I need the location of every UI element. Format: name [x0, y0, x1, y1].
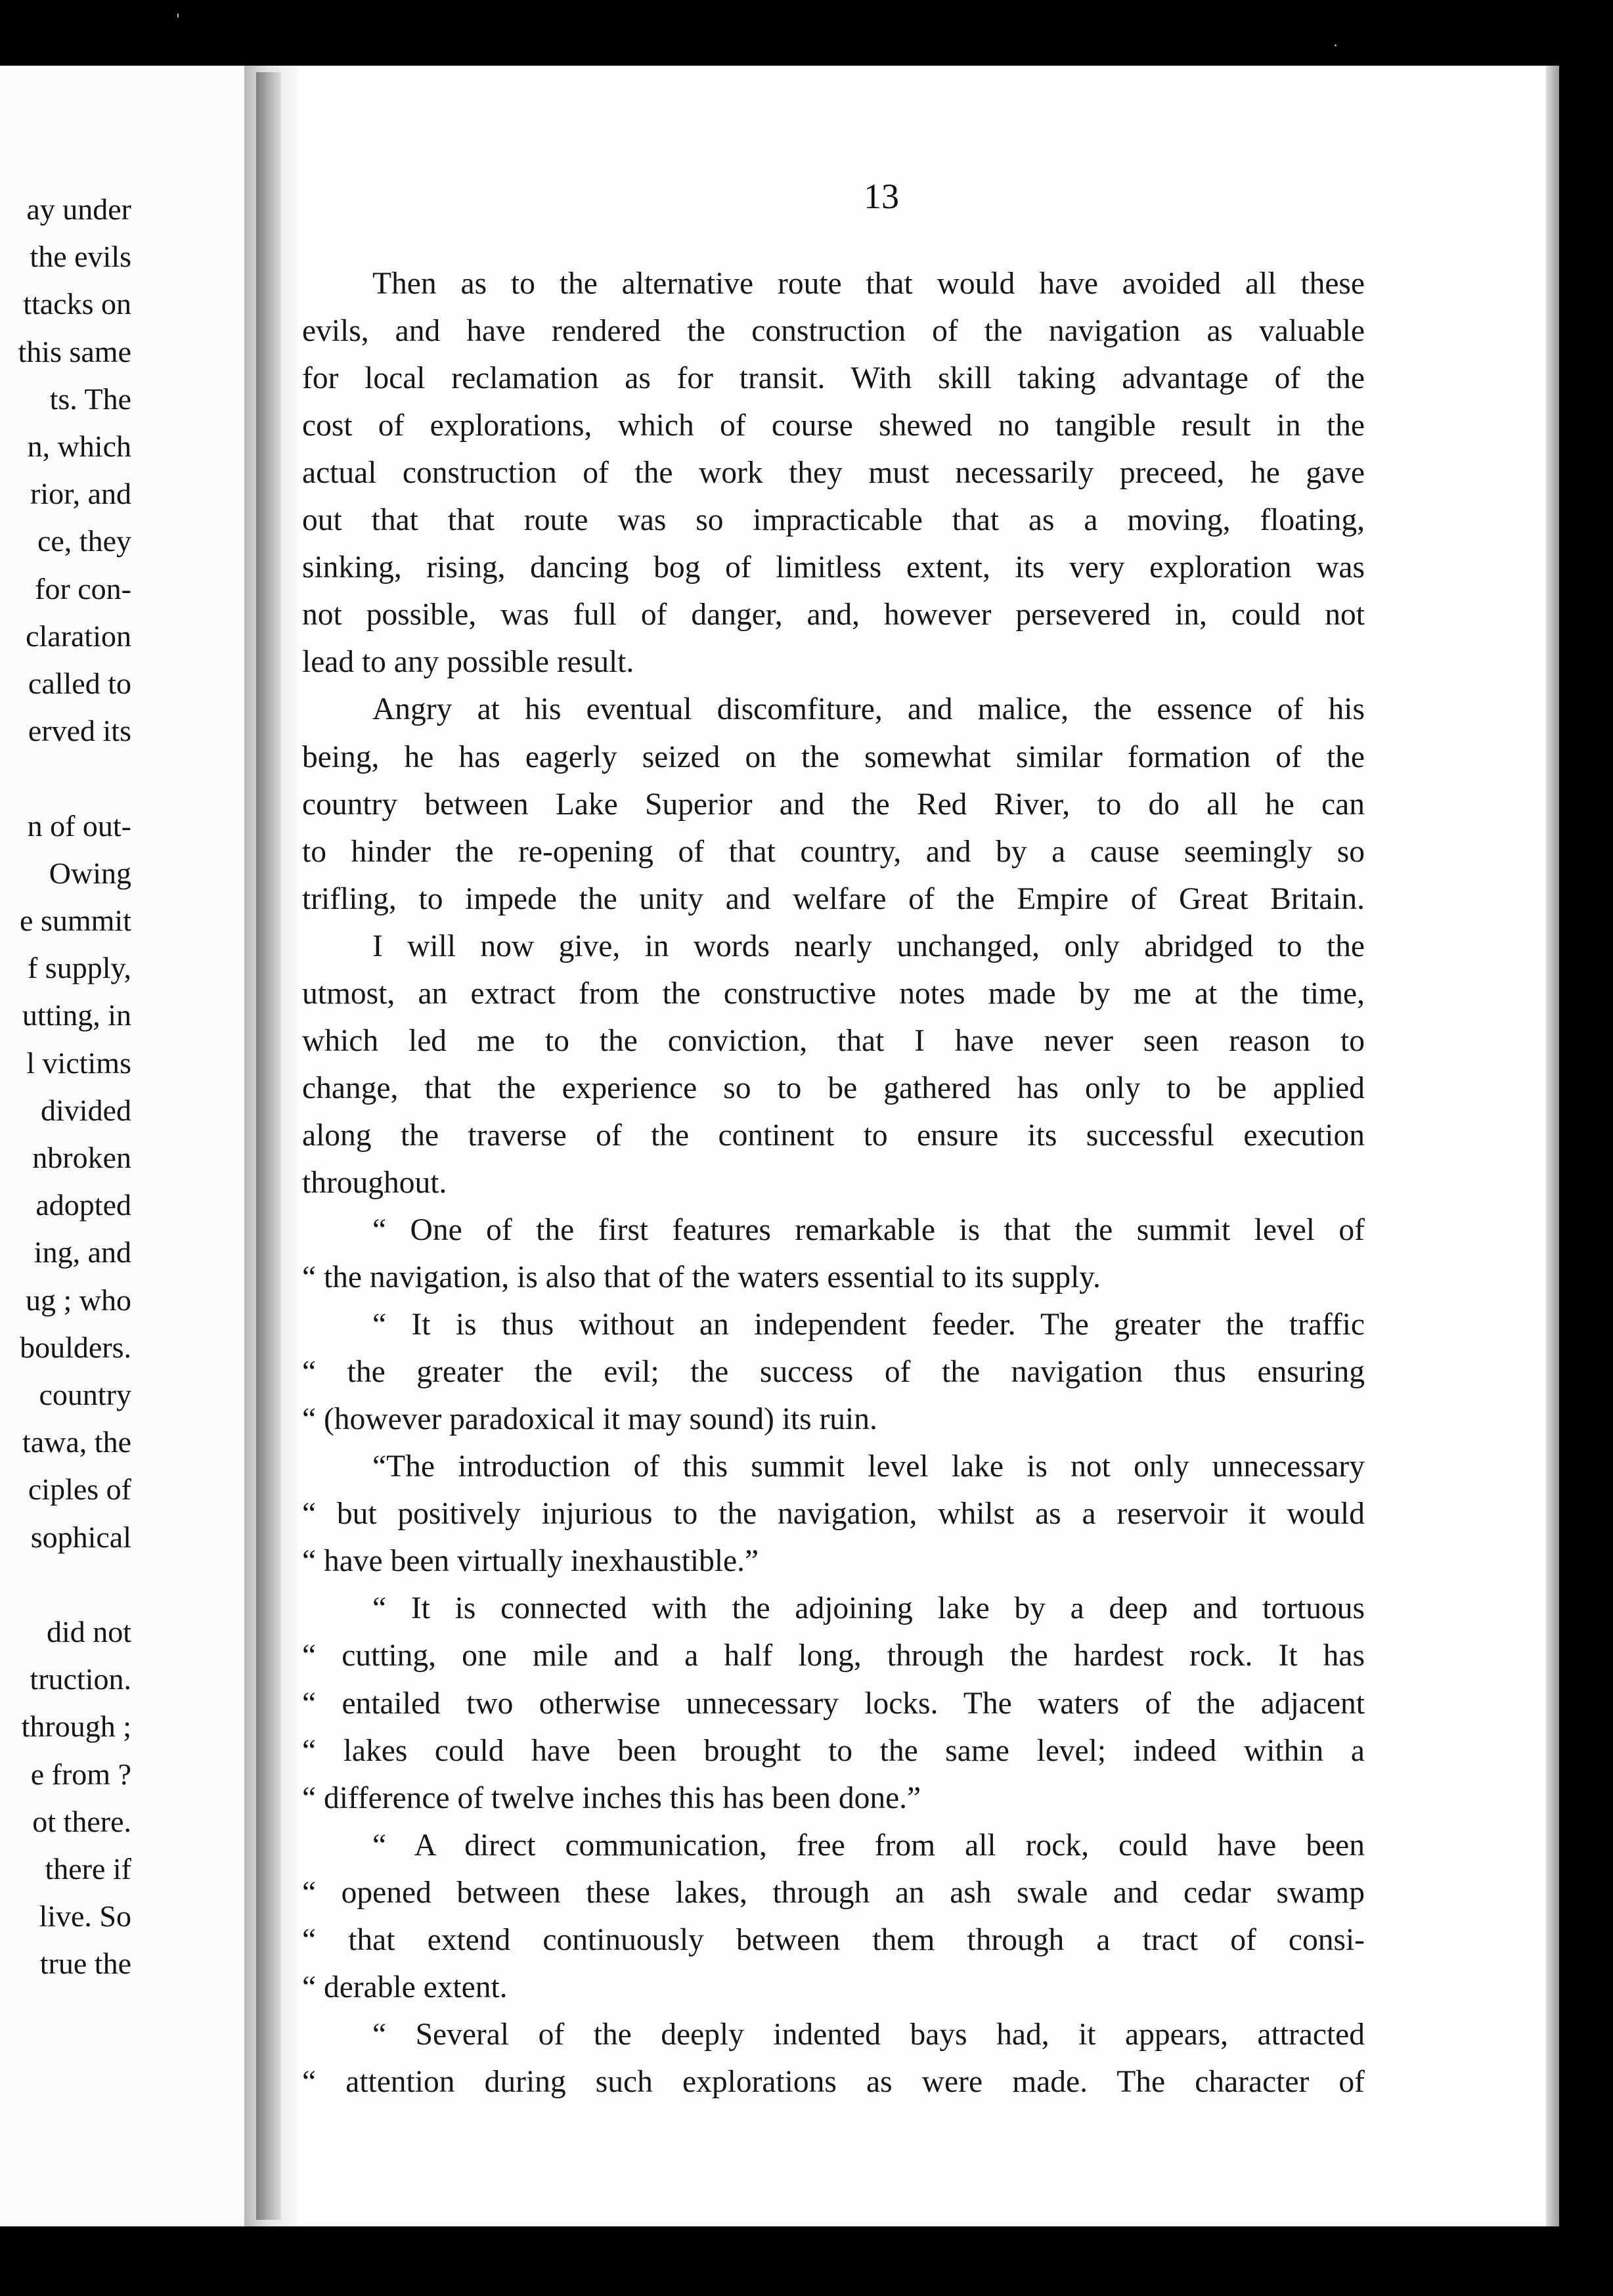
text-line: being, he has eagerly seized on the somewhat similar formation of the [302, 740, 1365, 774]
text-line: lead to any possible result. [302, 645, 634, 680]
left-page-line: adopted [35, 1188, 131, 1222]
left-page-line: boulders. [20, 1330, 131, 1364]
left-page-line: did not [46, 1615, 131, 1648]
left-page-line: ing, and [33, 1235, 131, 1269]
left-page-line: ciples of [28, 1472, 131, 1507]
text-line: not possible, was full of danger, and, however persevered in, could not [302, 598, 1365, 632]
text-line: out that that route was so impracticable that as a moving, floating, [302, 503, 1365, 538]
left-page-line: ts. The [49, 382, 131, 416]
text-line: “ have been virtually inexhaustible.” [302, 1544, 759, 1579]
text-line: “ difference of twelve inches this has been done.” [302, 1780, 921, 1815]
text-line: sinking, rising, dancing bog of limitless extent, its very exploration was [302, 550, 1365, 585]
text-line: actual construction of the work they must necessarily preceed, he gave [302, 456, 1365, 491]
left-page-line: n, which [27, 430, 131, 463]
scan-speck: · [1333, 38, 1338, 55]
left-page-line: ce, they [37, 524, 131, 558]
left-page-line: nbroken [32, 1141, 131, 1174]
text-line: “ Several of the deeply indented bays had, it appears, attracted [372, 2017, 1365, 2052]
text-line: “ One of the first features remarkable is that the summit level of [372, 1213, 1365, 1247]
left-page-line: called to [28, 667, 131, 700]
text-line: to hinder the re-opening of that country, and by a cause seemingly so [302, 834, 1365, 869]
left-page-line: e summit [20, 904, 131, 937]
left-page-line: sophical [30, 1520, 131, 1554]
text-line: I will now give, in words nearly unchanged, only abridged to the [372, 929, 1365, 963]
left-page-line: live. So [39, 1899, 131, 1933]
text-line: utmost, an extract from the constructive notes made by me at the time, [302, 976, 1365, 1011]
text-line: “ the greater the evil; the success of the navigation thus ensuring [302, 1355, 1365, 1390]
page-edge [1546, 66, 1559, 2226]
left-page-line: true the [39, 1947, 131, 1981]
left-page-line: f supply, [27, 951, 131, 985]
left-page-line: n of out- [27, 808, 131, 843]
text-line: “ lakes could have been brought to the same level; indeed within a [302, 1733, 1365, 1768]
page-number: 13 [864, 177, 899, 216]
spine-shadow [256, 72, 281, 2220]
left-page-line: utting, in [22, 998, 131, 1032]
text-line: “ A direct communication, free from all rock, could have been [372, 1828, 1365, 1863]
text-line: “ It is thus without an independent feeder. The greater the traffic [372, 1308, 1365, 1342]
text-line: for local reclamation as for transit. With skill taking advantage of the [302, 361, 1365, 396]
left-page-line: Owing [49, 856, 131, 890]
left-page [0, 66, 244, 2226]
left-page-line: divided [41, 1093, 131, 1127]
text-line: country between Lake Superior and the Red River, to do all he can [302, 787, 1365, 822]
text-line: “ (however paradoxical it may sound) its ruin. [302, 1402, 877, 1437]
left-page-line: ttacks on [23, 287, 131, 321]
text-line: “ derable extent. [302, 1970, 508, 2004]
text-line: throughout. [302, 1165, 447, 1200]
text-line: “ the navigation, is also that of the waters essential to its supply. [302, 1260, 1101, 1295]
left-page-line: there if [45, 1852, 131, 1886]
left-page-line: claration [26, 619, 131, 653]
text-line: “ opened between these lakes, through an ash swale and cedar swamp [302, 1875, 1365, 1910]
text-line: “ that extend continuously between them through a tract of consi- [302, 1922, 1365, 1957]
right-page [297, 66, 1546, 2226]
text-line: Angry at his eventual discomfiture, and malice, the essence of his [372, 692, 1365, 727]
left-page-line: this same [18, 334, 131, 368]
left-page-line: tawa, the [22, 1425, 131, 1459]
text-line: evils, and have rendered the construction of the navigation as valuable [302, 314, 1365, 349]
left-page-line: ay under [26, 192, 131, 226]
text-line: “ cutting, one mile and a half long, through the hardest rock. It has [302, 1639, 1365, 1673]
text-line: which led me to the conviction, that I have never seen reason to [302, 1023, 1365, 1058]
text-line: “The introduction of this summit level lake is not only unnecessary [372, 1449, 1365, 1484]
left-page-line: ug ; who [26, 1283, 131, 1317]
left-page-line: ot there. [32, 1804, 131, 1838]
left-page-line: country [39, 1378, 131, 1411]
text-line: “ but positively injurious to the navigation, whilst as a reservoir it would [302, 1497, 1365, 1532]
text-line: change, that the experience so to be gathered has only to be applied [302, 1071, 1365, 1105]
left-page-line: truction. [30, 1662, 131, 1696]
text-line: cost of explorations, which of course shewed no tangible result in the [302, 408, 1365, 443]
left-page-line: erved its [28, 714, 131, 748]
left-page-line: e from ? [30, 1757, 131, 1791]
left-page-line: rior, and [30, 477, 131, 511]
scan-speck: ' [176, 12, 181, 28]
text-line: trifling, to impede the unity and welfare of the Empire of Great Britain. [302, 881, 1365, 916]
left-page-line: the evils [30, 240, 131, 274]
left-page-line: l victims [26, 1046, 131, 1080]
text-line: “ attention during such explorations as were made. The character of [302, 2064, 1365, 2099]
text-line: “ entailed two otherwise unnecessary locks. The waters of the adjacent [302, 1686, 1365, 1721]
left-page-line: for con- [35, 571, 131, 606]
text-line: Then as to the alternative route that would have avoided all these [372, 267, 1365, 301]
left-page-line: through ; [21, 1710, 131, 1744]
text-line: “ It is connected with the adjoining lake by a deep and tortuous [372, 1591, 1365, 1626]
text-line: along the traverse of the continent to ensure its successful execution [302, 1118, 1365, 1153]
